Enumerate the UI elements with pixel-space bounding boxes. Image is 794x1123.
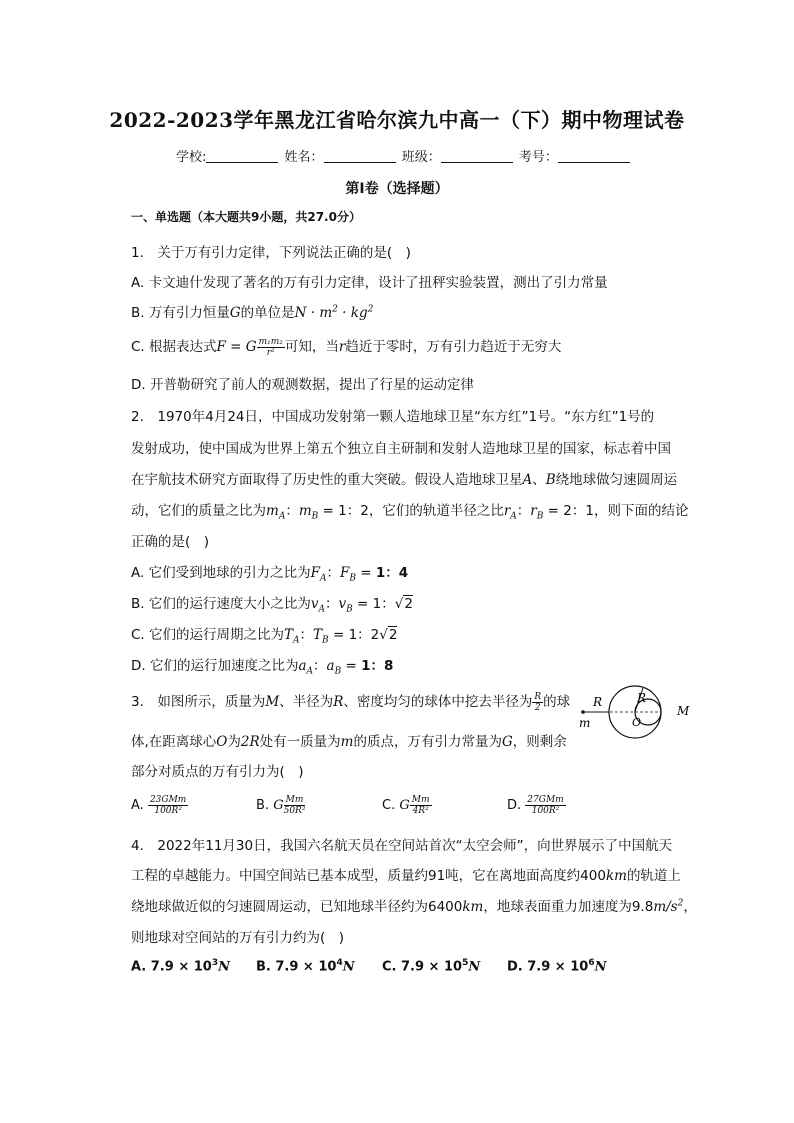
q2-line-2: 发射成功，使中国成为世界上第五个独立自主研制和发射人造地球卫星的国家，标志着中国: [131, 441, 671, 457]
q3-option-c: C. G $\frac{Mm}{\text{4R²}}$: [382, 795, 430, 816]
q1-option-b: B. 万有引力恒量G的单位是$N \cdot m^2 \cdot kg^2$: [131, 304, 374, 321]
q2-option-c: C. 它们的运行周期之比为$T_A$：$T_B = 1$：2√2: [131, 627, 398, 646]
q2-line-5: 正确的是( ): [131, 534, 210, 550]
q1-option-d: D. 开普勒研究了前人的观测数据，提出了行星的运动定律: [131, 377, 474, 393]
q4-line-3: 绕地球做近似的匀速圆周运动，已知地球半径约为6400km，地球表面重力加速度为$9.8m/s^2$，: [131, 898, 697, 915]
section-title: 第I卷（选择题）: [345, 181, 449, 197]
fig-label-o: O: [632, 716, 642, 729]
q4-line-1: 4. 2022年11月30日，我国六名航天员在空间站首次“太空会师”，向世界展示了中国航天: [131, 838, 673, 854]
q3-option-a: A. $\frac{\text{23GMm}}{\text{100R²}}$: [131, 795, 187, 816]
q3-option-d: D. $\frac{\text{27GMm}}{\text{100R²}}$: [507, 795, 564, 816]
exam-no-blank[interactable]: [558, 150, 630, 163]
fig-label-small-m: m: [579, 716, 591, 730]
q1-stem: 1. 关于万有引力定律，下列说法正确的是( ): [131, 245, 411, 261]
q2-line-4: 动，它们的质量之比为$m_A$：$m_B = 1$：2，它们的轨道半径之比$r_A$：$r_B = 2$：1，则下面的结论: [131, 503, 689, 522]
school-blank[interactable]: [206, 150, 278, 163]
q2-option-a: A. 它们受到地球的引力之比为$F_A$：$F_B = 1$：4: [131, 565, 409, 584]
q1-option-c: C. 根据表达式F = G $\frac{\text{m₁m₂}}{\text{r²}}$ 可知，当r趋近于零时，万有引力趋近于无穷大: [131, 336, 562, 358]
class-label: 班级：: [401, 150, 441, 165]
q2-line-3: 在宇航技术研究方面取得了历史性的重大突破。假设人造地球卫星A、B绕地球做匀速圆周运: [131, 472, 678, 488]
fig-label-r2: R: [637, 691, 647, 705]
q3-line-1: 3. 如图所示，质量为M、半径为R、密度均匀的球体中挖去半径为 $\frac{R}{2}$ 的球: [131, 691, 571, 713]
fig-label-r1: R: [593, 695, 603, 709]
exam-no-label: 考号：: [518, 150, 558, 165]
subsection-title: 一、单选题（本大题共9小题，共27.0分）: [131, 210, 361, 224]
exam-title: 2022-2023学年黑龙江省哈尔滨九中高一（下）期中物理试卷: [109, 108, 685, 132]
q2-option-d: D. 它们的运行加速度之比为$a_A$：$a_B = 1$：8: [131, 658, 394, 677]
q4-option-b: B. $7.9 \times 10^4N$: [256, 958, 355, 975]
name-blank[interactable]: [324, 150, 396, 163]
q3-line-2: 体,在距离球心O为2R处有一质量为m的质点，万有引力常量为G，则剩余: [131, 734, 567, 750]
q2-option-b: B. 它们的运行速度大小之比为$v_A$：$v_B = 1$：√2: [131, 596, 413, 615]
student-info-line: [176, 146, 632, 165]
q4-option-c: C. $7.9 \times 10^5N$: [382, 958, 481, 975]
q4-option-a: A. $7.9 \times 10^3N$: [131, 958, 230, 975]
q3-line-3: 部分对质点的万有引力为( ): [131, 764, 304, 780]
class-blank[interactable]: [441, 150, 513, 163]
name-label: 姓名：: [284, 150, 324, 165]
q4-line-2: 工程的卓越能力。中国空间站已基本成型，质量约91吨，它在离地面高度约400km的轨道上: [131, 868, 681, 884]
q1-option-a: A. 卡文迪什发现了著名的万有引力定律，设计了扭秤实验装置，测出了引力常量: [131, 275, 608, 291]
school-label: 学校:: [176, 150, 207, 165]
q2-line-1: 2. 1970年4月24日，中国成功发射第一颗人造地球卫星“东方红”1号。“东方红”1号的: [131, 409, 655, 425]
q3-option-b: B. G $\frac{Mm}{\text{50R²}}$: [256, 795, 306, 816]
q4-line-4: 则地球对空间站的万有引力约为( ): [131, 930, 345, 946]
point-mass: [581, 710, 585, 714]
q3-sphere-figure: [577, 684, 697, 740]
q4-option-d: D. $7.9 \times 10^6N$: [507, 958, 607, 975]
fig-label-big-m: M: [677, 704, 690, 718]
